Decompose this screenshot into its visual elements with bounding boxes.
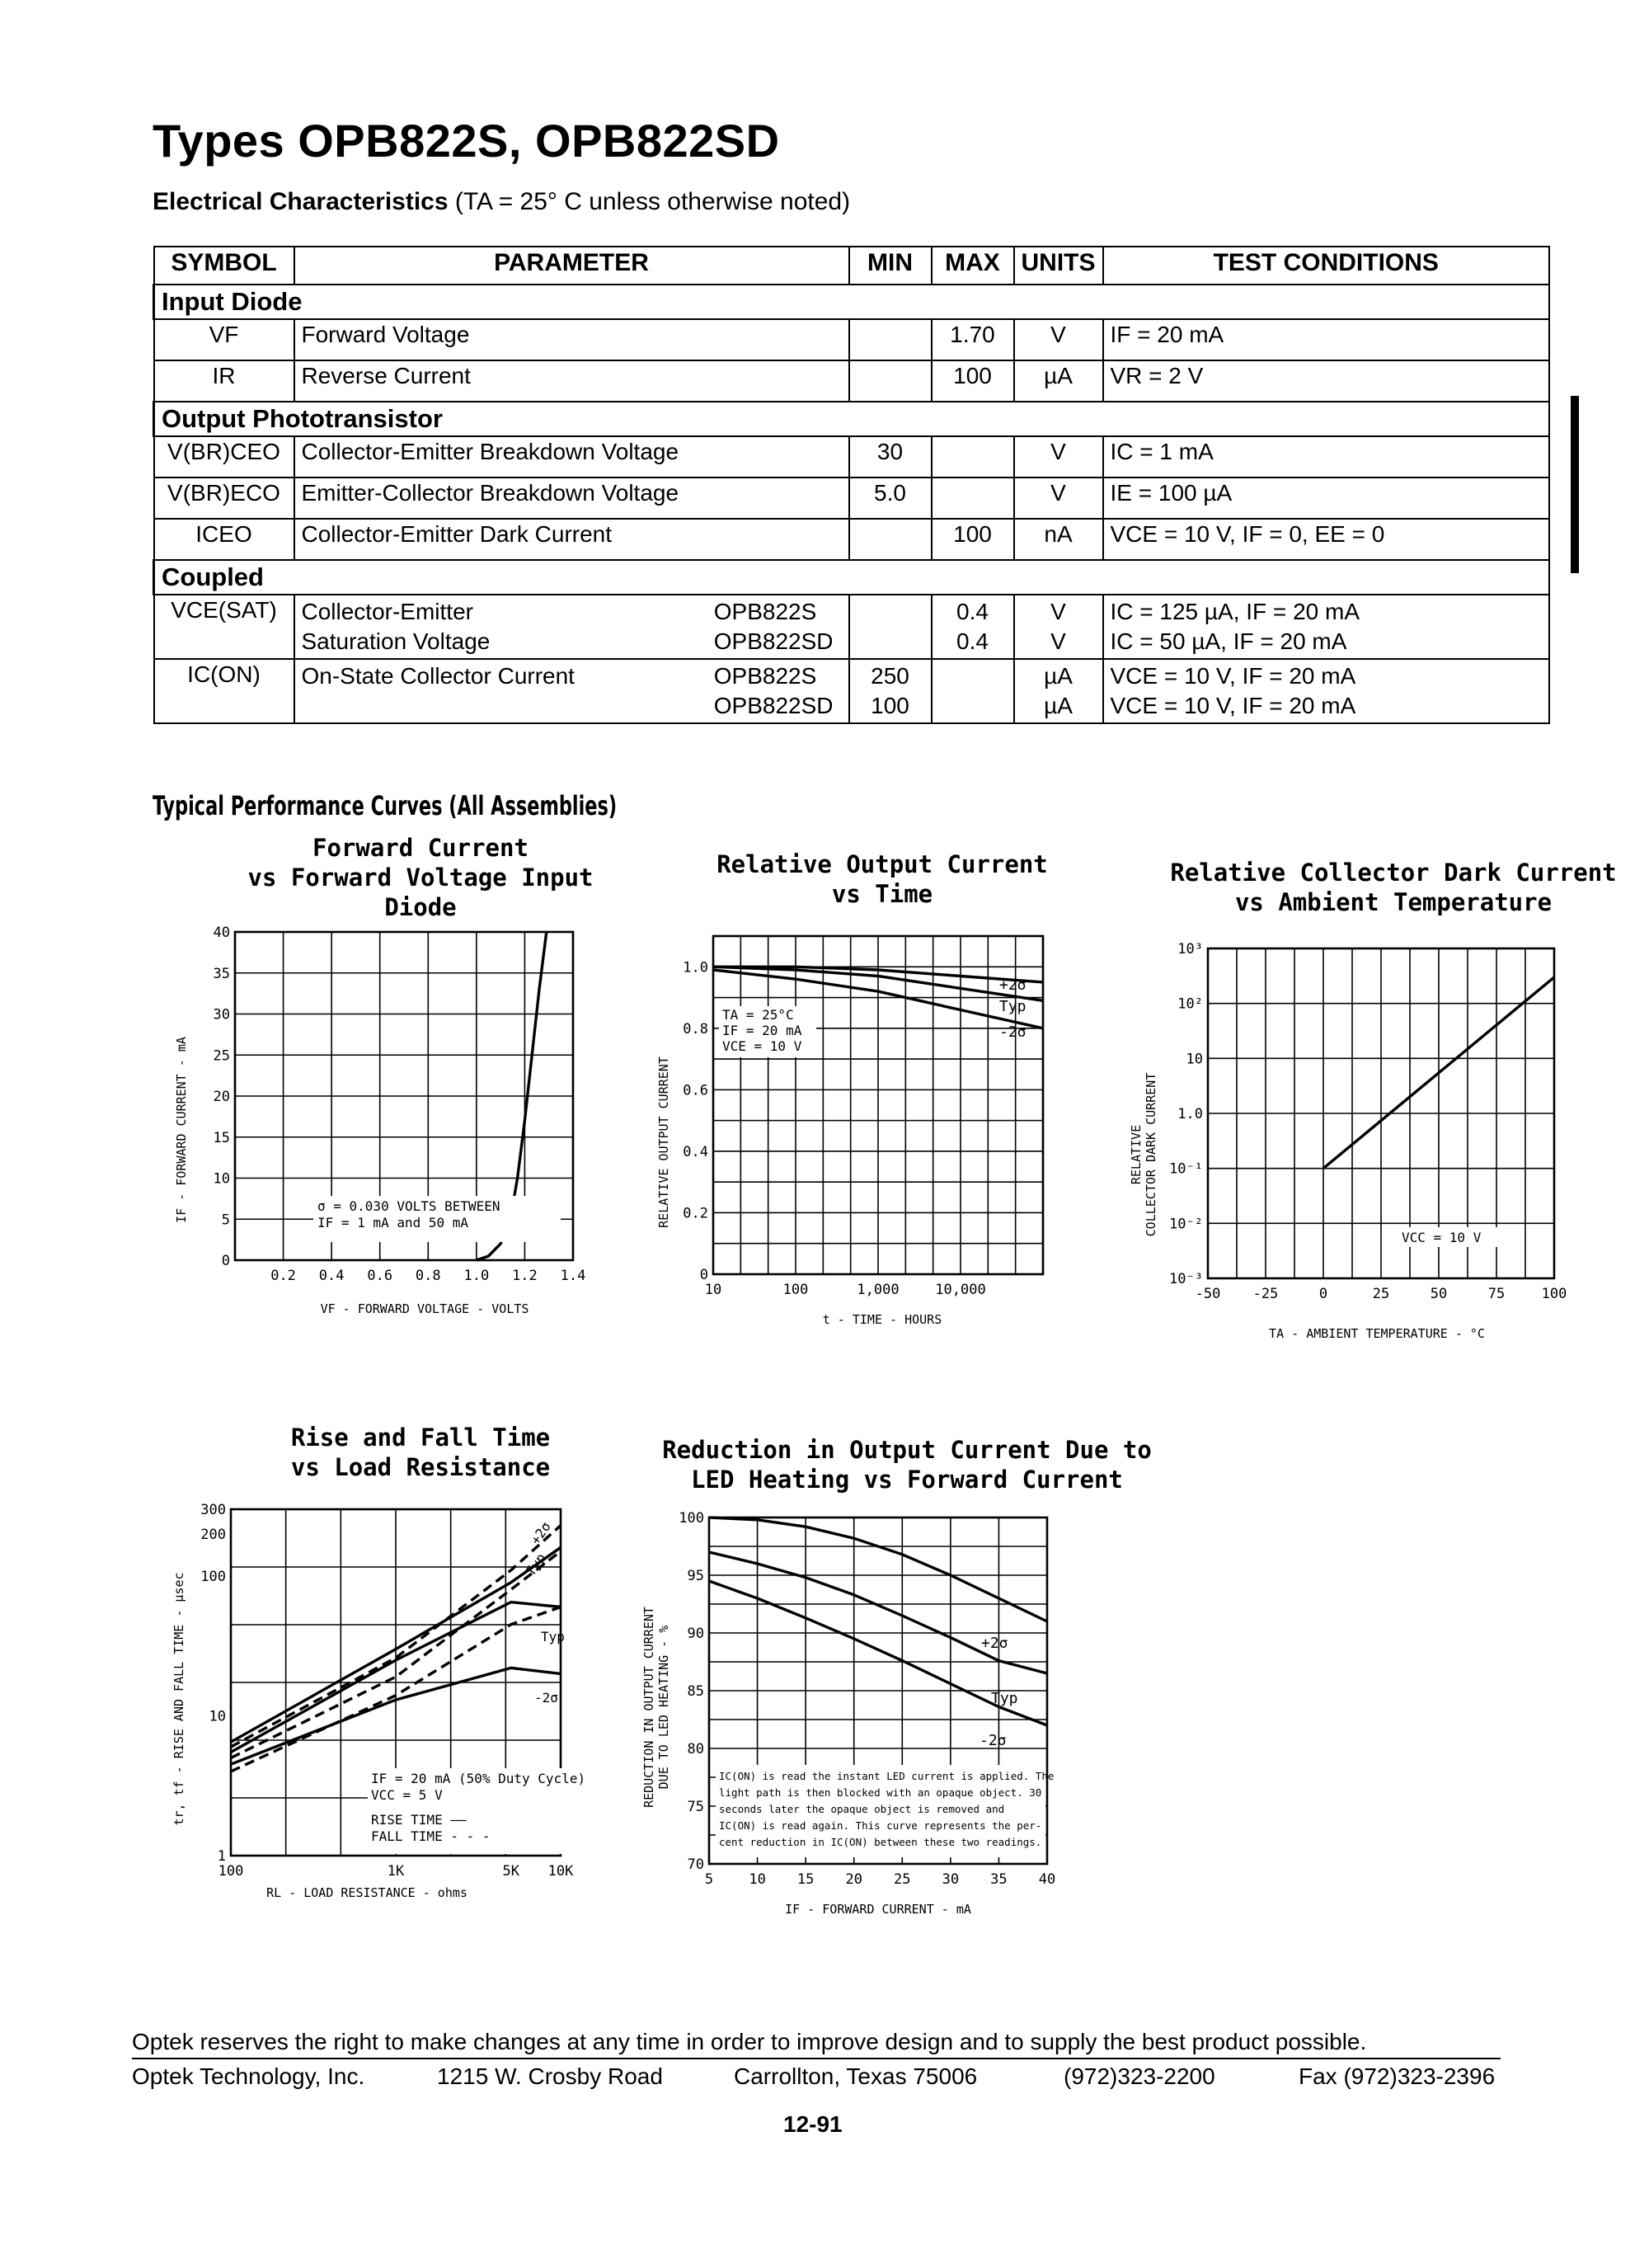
parameter-cell xyxy=(294,595,849,659)
x-tick-label: 1.2 xyxy=(512,1268,538,1284)
y-tick-label: 10³ xyxy=(1177,941,1203,958)
table-row xyxy=(154,478,1550,519)
footer-rule xyxy=(132,2058,1501,2059)
x-axis-label: RL - LOAD RESISTANCE - ohms xyxy=(266,1885,467,1900)
max-cell xyxy=(932,478,1014,519)
x-tick-label: 20 xyxy=(845,1871,862,1888)
subtitle-bold: Electrical Characteristics xyxy=(153,188,449,215)
footer-city: Carrollton, Texas 75006 xyxy=(734,2063,978,2089)
chart-note: IC(ON) is read the instant LED current is applied. The xyxy=(719,1770,1055,1782)
series-label: -2σ xyxy=(980,1732,1007,1749)
chart-rise-fall-time xyxy=(165,1493,627,1905)
chart-note: IF = 20 mA xyxy=(722,1023,802,1038)
table-row xyxy=(154,519,1550,560)
x-tick-label: 0 xyxy=(1318,1286,1328,1302)
units-cell: nA xyxy=(1014,519,1103,560)
y-tick-label: 80 xyxy=(687,1741,704,1757)
section-output-phototransistor: Output Phototransistor xyxy=(154,402,1550,436)
chart-output-reduction xyxy=(635,1501,1080,1922)
parameter-cell: Forward Voltage xyxy=(294,319,849,360)
header-max: MAX xyxy=(932,247,1014,285)
chart-note: IC(ON) is read again. This curve represents the per- xyxy=(719,1819,1042,1832)
chart-fwd-title xyxy=(214,833,627,922)
x-tick-label: 0.8 xyxy=(415,1268,441,1284)
page-number: 12-91 xyxy=(783,2111,843,2137)
x-tick-label: 5K xyxy=(502,1863,520,1880)
x-tick-label: 25 xyxy=(1372,1286,1390,1302)
chart-note: TA = 25°C xyxy=(722,1007,794,1023)
x-tick-label: 1.4 xyxy=(560,1268,586,1284)
footer-phone: (972)323-2200 xyxy=(1064,2063,1215,2089)
x-tick-label: 50 xyxy=(1430,1286,1448,1302)
y-tick-label: 0 xyxy=(699,1267,708,1283)
min-cell xyxy=(849,319,932,360)
test-cell xyxy=(1103,595,1550,659)
x-tick-label: 1K xyxy=(387,1863,405,1880)
series-label: Typ xyxy=(522,1550,549,1579)
chart-rel-title xyxy=(676,849,1088,909)
series-label: Typ xyxy=(541,1629,565,1645)
header-symbol: SYMBOL xyxy=(154,247,294,285)
footer-fax: Fax (972)323-2396 xyxy=(1299,2063,1496,2089)
y-tick-label: 1.0 xyxy=(1177,1106,1203,1122)
x-tick-label: -50 xyxy=(1195,1286,1221,1302)
chart-title-line: Relative Output Current xyxy=(716,850,1048,878)
chart-red-title xyxy=(651,1435,1163,1494)
x-tick-label: 100 xyxy=(1541,1286,1567,1302)
test-value: VCE = 10 V, IF = 20 mA xyxy=(1110,663,1356,689)
unit-value: µA xyxy=(1044,663,1073,689)
series-label: -2σ xyxy=(999,1023,1027,1041)
chart-title-line: Relative Collector Dark Current xyxy=(1170,859,1617,887)
parameter-cell xyxy=(294,659,849,723)
chart-note: VCC = 5 V xyxy=(371,1787,443,1803)
header-test-conditions: TEST CONDITIONS xyxy=(1103,247,1550,285)
y-tick-label: 100 xyxy=(200,1568,226,1585)
chart-note: IF = 1 mA and 50 mA xyxy=(317,1215,469,1230)
param-line: Saturation Voltage xyxy=(301,628,491,654)
y-tick-label: 5 xyxy=(221,1212,230,1229)
x-axis-label: VF - FORWARD VOLTAGE - VOLTS xyxy=(320,1301,529,1316)
series-label: +2σ xyxy=(981,1635,1008,1652)
chart-note: σ = 0.030 VOLTS BETWEEN xyxy=(317,1198,500,1214)
series-label: Typ xyxy=(991,1690,1018,1707)
footer-disclaimer: Optek reserves the right to make changes at any time in order to improve design and to supply the best product possible. xyxy=(132,2029,1367,2054)
symbol-cell: V(BR)CEO xyxy=(154,436,294,478)
y-tick-label: 40 xyxy=(213,925,230,941)
y-tick-label: 30 xyxy=(213,1006,230,1023)
chart-title-line: vs Ambient Temperature xyxy=(1234,888,1553,916)
x-tick-label: 35 xyxy=(990,1871,1008,1888)
x-axis-label: t - TIME - HOURS xyxy=(822,1312,942,1327)
y-tick-label: 0.8 xyxy=(683,1020,708,1038)
max-value: 0.4 xyxy=(956,628,989,654)
x-tick-label: 100 xyxy=(218,1863,244,1880)
test-cell: VCE = 10 V, IF = 0, EE = 0 xyxy=(1103,519,1550,560)
max-cell xyxy=(932,659,1014,723)
y-tick-label: 0.4 xyxy=(683,1143,708,1160)
units-cell: µA xyxy=(1014,360,1103,402)
parameter-cell: Reverse Current xyxy=(294,360,849,402)
y-tick-label: 10² xyxy=(1177,995,1203,1013)
table-row xyxy=(154,595,1550,659)
performance-heading: Typical Performance Curves (All Assemblies) xyxy=(153,790,618,821)
test-cell: VR = 2 V xyxy=(1103,360,1550,402)
parameter-cell: Emitter-Collector Breakdown Voltage xyxy=(294,478,849,519)
x-tick-label: 0.4 xyxy=(318,1268,345,1284)
y-tick-label: 70 xyxy=(687,1856,704,1873)
min-value: 100 xyxy=(871,693,909,718)
y-tick-label: 100 xyxy=(679,1510,704,1527)
table-header-row xyxy=(154,247,1550,285)
subtitle-conditions: (TA = 25° C unless otherwise noted) xyxy=(454,188,851,215)
test-cell: IC = 1 mA xyxy=(1103,436,1550,478)
min-cell xyxy=(849,659,932,723)
y-tick-label: 1.0 xyxy=(683,959,708,976)
x-tick-label: 5 xyxy=(704,1871,714,1888)
series-line xyxy=(709,1552,1047,1673)
y-tick-label: 10 xyxy=(213,1170,230,1188)
max-cell: 100 xyxy=(932,519,1014,560)
chart-note: light path is then blocked with an opaque object. 30 xyxy=(719,1786,1042,1799)
table-row xyxy=(154,436,1550,478)
test-value: IC = 50 µA, IF = 20 mA xyxy=(1110,628,1347,654)
units-cell: V xyxy=(1014,319,1103,360)
y-tick-label: 25 xyxy=(213,1047,230,1065)
section-coupled: Coupled xyxy=(154,560,1550,595)
header-parameter: PARAMETER xyxy=(294,247,849,285)
symbol-cell: IC(ON) xyxy=(154,659,294,723)
table-row xyxy=(154,319,1550,360)
y-axis-label: RELATIVE OUTPUT CURRENT xyxy=(656,1056,671,1228)
chart-title-line: vs Load Resistance xyxy=(290,1453,551,1481)
part-number: OPB822SD xyxy=(713,628,834,654)
chart-note: IF = 20 mA (50% Duty Cycle) xyxy=(371,1771,586,1786)
test-cell xyxy=(1103,659,1550,723)
chart-note: VCC = 10 V xyxy=(1402,1230,1482,1245)
x-tick-label: 100 xyxy=(782,1282,809,1298)
test-cell: IE = 100 µA xyxy=(1103,478,1550,519)
x-tick-label: 10K xyxy=(547,1863,574,1880)
unit-value: V xyxy=(1050,628,1066,654)
chart-title-line: vs Time xyxy=(831,880,933,908)
chart-note: RISE TIME —— xyxy=(371,1812,467,1828)
y-tick-label: 1 xyxy=(217,1848,226,1865)
series-label: +2σ xyxy=(999,976,1027,994)
y-tick-label: 10 xyxy=(1186,1051,1203,1068)
chart-rise-title xyxy=(214,1423,627,1482)
section-input-diode: Input Diode xyxy=(154,285,1550,319)
y-tick-label: 15 xyxy=(213,1129,230,1146)
x-tick-label: -25 xyxy=(1252,1286,1279,1302)
y-tick-label: 90 xyxy=(687,1626,704,1642)
max-value: 0.4 xyxy=(956,599,989,624)
y-tick-label: 300 xyxy=(200,1502,226,1518)
chart-title-line: LED Heating vs Forward Current xyxy=(691,1466,1123,1494)
max-cell xyxy=(932,436,1014,478)
y-axis-label: IF - FORWARD CURRENT - mA xyxy=(174,1037,189,1223)
min-cell: 5.0 xyxy=(849,478,932,519)
x-tick-label: 30 xyxy=(942,1871,960,1888)
y-axis-label: DUE TO LED HEATING - % xyxy=(656,1625,671,1790)
chart-note: VCE = 10 V xyxy=(722,1038,802,1054)
chart-collector-dark-current xyxy=(1117,932,1567,1344)
chart-title-line: Reduction in Output Current Due to xyxy=(662,1436,1152,1464)
y-axis-label: COLLECTOR DARK CURRENT xyxy=(1144,1072,1158,1237)
min-value: 250 xyxy=(871,663,909,689)
header-units: UNITS xyxy=(1014,247,1103,285)
chart-note: cent reduction in IC(ON) between these two readings. xyxy=(719,1836,1042,1848)
x-axis-label: TA - AMBIENT TEMPERATURE - °C xyxy=(1269,1326,1485,1341)
symbol-cell: VCE(SAT) xyxy=(154,595,294,659)
x-tick-label: 10 xyxy=(704,1282,722,1298)
parameter-cell: Collector-Emitter Breakdown Voltage xyxy=(294,436,849,478)
param-line: On-State Collector Current xyxy=(301,663,575,689)
symbol-cell: ICEO xyxy=(154,519,294,560)
symbol-cell: VF xyxy=(154,319,294,360)
y-tick-label: 0 xyxy=(221,1253,230,1269)
units-cell xyxy=(1014,659,1103,723)
electrical-characteristics-table xyxy=(153,246,1550,724)
y-tick-label: 35 xyxy=(213,965,230,982)
revision-bar xyxy=(1571,396,1579,573)
y-tick-label: 200 xyxy=(200,1526,226,1543)
y-tick-label: 10⁻² xyxy=(1169,1216,1203,1233)
max-cell: 100 xyxy=(932,360,1014,402)
y-tick-label: 85 xyxy=(687,1683,704,1700)
y-tick-label: 95 xyxy=(687,1568,704,1584)
part-number: OPB822SD xyxy=(713,693,834,718)
min-cell xyxy=(849,360,932,402)
x-tick-label: 0.6 xyxy=(367,1268,393,1284)
param-line: Collector-Emitter xyxy=(301,599,473,624)
unit-value: V xyxy=(1050,599,1066,624)
chart-title-line: Forward Current xyxy=(312,834,529,862)
table-row xyxy=(154,360,1550,402)
chart-relative-output-current xyxy=(643,920,1072,1328)
min-cell xyxy=(849,519,932,560)
series-label: -2σ xyxy=(534,1690,558,1706)
y-axis-label: RELATIVE xyxy=(1129,1124,1144,1185)
y-axis-label: tr, tf - RISE AND FALL TIME - µsec xyxy=(171,1572,186,1826)
footer-address: 1215 W. Crosby Road xyxy=(437,2063,663,2089)
min-cell: 30 xyxy=(849,436,932,478)
unit-value: µA xyxy=(1044,693,1073,718)
series-label: +2σ xyxy=(527,1518,554,1548)
max-cell xyxy=(932,595,1014,659)
y-axis-label: REDUCTION IN OUTPUT CURRENT xyxy=(641,1607,656,1808)
part-number: OPB822S xyxy=(713,663,817,689)
symbol-cell: V(BR)ECO xyxy=(154,478,294,519)
y-tick-label: 0.6 xyxy=(683,1082,708,1099)
footer-company: Optek Technology, Inc. xyxy=(132,2063,365,2089)
x-tick-label: 1.0 xyxy=(463,1268,490,1284)
test-value: VCE = 10 V, IF = 20 mA xyxy=(1110,693,1356,718)
chart-title-line: vs Forward Voltage Input Diode xyxy=(247,863,594,921)
min-cell xyxy=(849,595,932,659)
page-title: Types OPB822S, OPB822SD xyxy=(153,115,780,167)
x-tick-label: 10,000 xyxy=(935,1282,986,1298)
y-tick-label: 10⁻¹ xyxy=(1169,1160,1203,1178)
y-tick-label: 10⁻³ xyxy=(1169,1271,1203,1287)
chart-title-line: Rise and Fall Time xyxy=(290,1423,551,1452)
x-tick-label: 10 xyxy=(749,1871,766,1888)
header-min: MIN xyxy=(849,247,932,285)
test-value: IC = 125 µA, IF = 20 mA xyxy=(1110,599,1360,624)
series-label: Typ xyxy=(999,998,1027,1015)
test-cell: IF = 20 mA xyxy=(1103,319,1550,360)
chart-forward-current xyxy=(148,915,618,1320)
units-cell xyxy=(1014,595,1103,659)
symbol-cell: IR xyxy=(154,360,294,402)
y-tick-label: 0.2 xyxy=(683,1205,708,1222)
x-tick-label: 40 xyxy=(1038,1871,1056,1888)
x-axis-label: IF - FORWARD CURRENT - mA xyxy=(785,1902,971,1917)
x-tick-label: 0.2 xyxy=(270,1268,296,1284)
x-tick-label: 25 xyxy=(894,1871,911,1888)
y-tick-label: 20 xyxy=(213,1089,230,1105)
y-tick-label: 10 xyxy=(209,1708,226,1725)
table-subtitle xyxy=(153,188,850,216)
units-cell: V xyxy=(1014,478,1103,519)
units-cell: V xyxy=(1014,436,1103,478)
x-tick-label: 1,000 xyxy=(857,1282,900,1298)
x-tick-label: 15 xyxy=(796,1871,815,1888)
parameter-cell: Collector-Emitter Dark Current xyxy=(294,519,849,560)
chart-dark-title xyxy=(1154,858,1633,917)
max-cell: 1.70 xyxy=(932,319,1014,360)
part-number: OPB822S xyxy=(713,599,817,624)
chart-note: seconds later the opaque object is removed and xyxy=(719,1803,1005,1815)
x-tick-label: 75 xyxy=(1487,1286,1506,1302)
y-tick-label: 75 xyxy=(687,1799,704,1815)
table-row xyxy=(154,659,1550,723)
chart-note: FALL TIME - - - xyxy=(371,1828,491,1844)
